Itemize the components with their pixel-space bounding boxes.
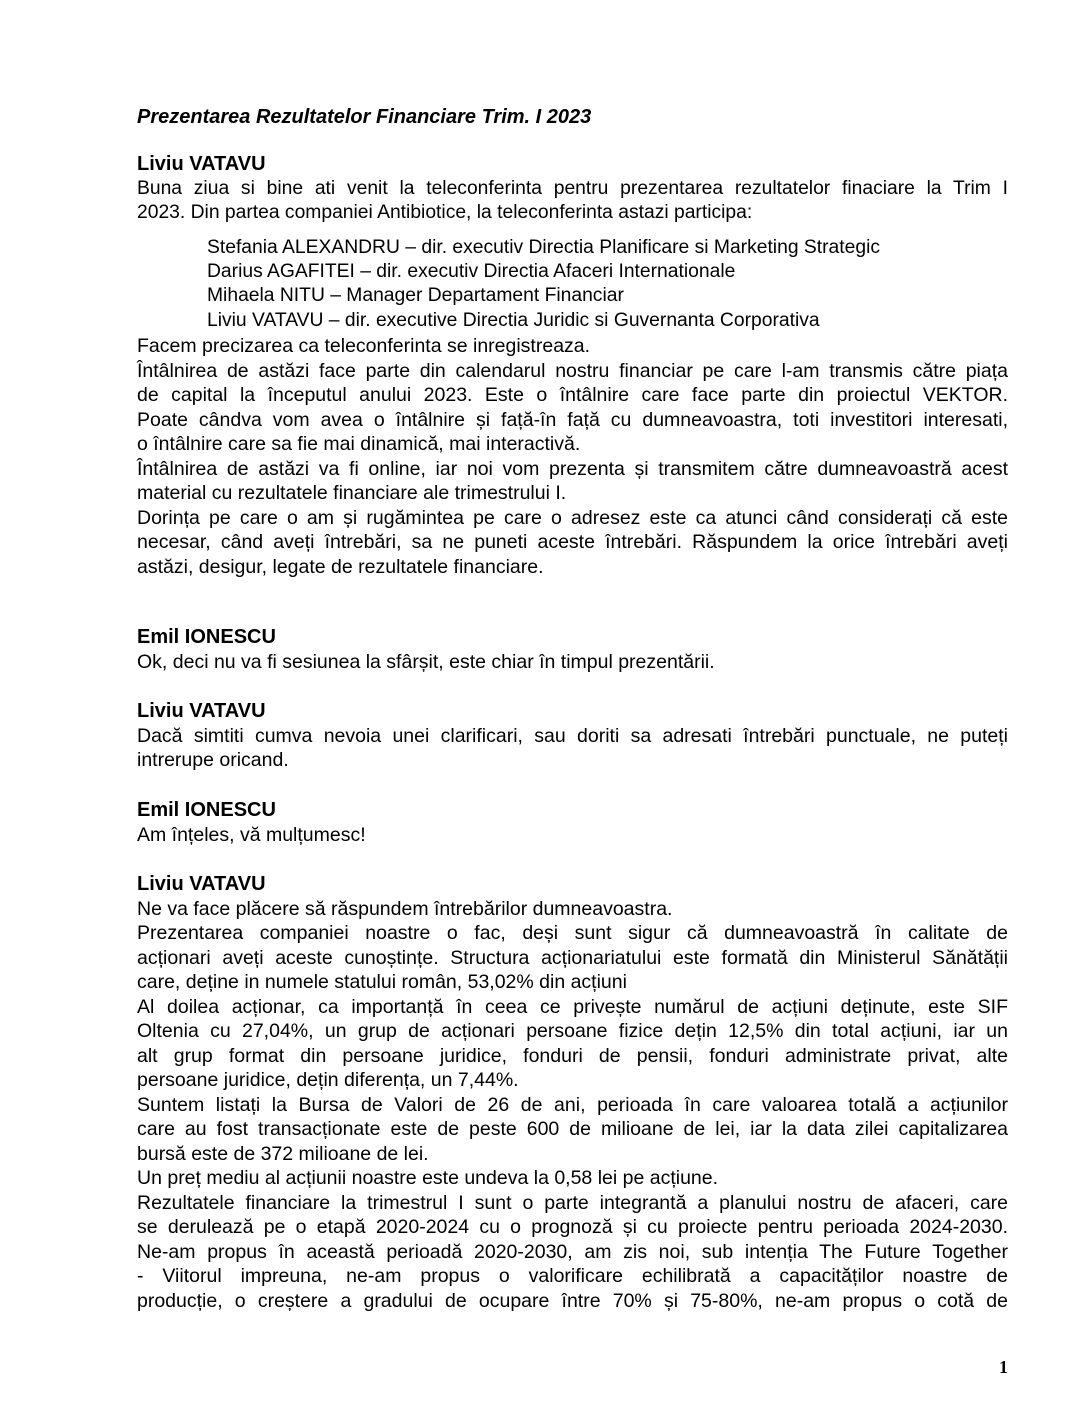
- text-line: Al doilea acționar, ca importanță în ceea ce privește numărul de acțiuni deținute, este SIF: [137, 995, 1008, 1018]
- speaker-name: Liviu VATAVU: [137, 873, 266, 895]
- transcript-section-3: [137, 699, 1008, 773]
- text-line: Buna ziua si bine ati venit la teleconferinta pentru prezentarea rezultatelor finaciare la Trim I: [137, 177, 1008, 199]
- text-line: Am înțeles, vă mulțumesc!: [137, 823, 366, 846]
- text-line: Ne-am propus în această perioadă 2020-2030, am zis noi, sub intenția The Future Together: [137, 1240, 1008, 1263]
- page-number: 1: [999, 1357, 1008, 1377]
- paragraph: [137, 506, 1008, 580]
- text-line: Poate cândva vom avea o întâlnire și față-în față cu dumneavoastra, toti investitori interesati,: [137, 408, 1008, 431]
- text-line: astăzi, desigur, legate de rezultatele financiare.: [137, 555, 544, 578]
- text-line: alt grup format din persoane juridice, fonduri de pensii, fonduri administrate privat, alte: [137, 1044, 1008, 1067]
- paragraph: [137, 1191, 1008, 1314]
- paragraph: [137, 995, 1008, 1093]
- paragraph: [137, 457, 1008, 506]
- text-line: care au fost transacționate este de peste 600 de milioane de lei, iar la data zilei capitalizarea: [137, 1118, 1008, 1140]
- text-line: Întâlnirea de astăzi face parte din calendarul nostru financiar pe care l-am transmis către piața: [137, 359, 1008, 382]
- text-line: de capital la începutul anului 2023. Este o întâlnire care face parte din proiectul VEKTOR.: [137, 384, 1008, 407]
- participant-item: Stefania ALEXANDRU – dir. executiv Directia Planificare si Marketing Strategic: [207, 236, 880, 258]
- text-line: intrerupe oricand.: [137, 749, 289, 771]
- text-line: necesar, când aveți întrebări, sa ne puneti aceste întrebări. Răspundem la orice întrebări aveți: [137, 531, 1008, 554]
- participant-item: Darius AGAFITEI – dir. executiv Directia Afaceri Internationale: [207, 260, 736, 282]
- participant-item: Liviu VATAVU – dir. executive Directia Juridic si Guvernanta Corporativa: [207, 309, 820, 331]
- paragraph: [137, 1166, 1008, 1191]
- text-line: Dorința pe care o am și rugămintea pe care o adresez este ca atunci când considerați că este: [137, 506, 1008, 529]
- text-line: Un preț mediu al acțiunii noastre este undeva la 0,58 lei pe acțiune.: [137, 1167, 719, 1189]
- text-line: Întâlnirea de astăzi va fi online, iar noi vom prezenta și transmitem către dumneavoastră acest: [137, 457, 1008, 480]
- text-line: se derulează pe o etapă 2020-2024 cu o prognoză și cu proiecte pentru perioada 2024-2030.: [137, 1216, 1008, 1238]
- transcript-section-5: [137, 872, 1008, 1313]
- speaker-name: Emil IONESCU: [137, 626, 276, 648]
- text-line: Ne va face plăcere să răspundem întrebărilor dumneavoastra.: [137, 897, 673, 920]
- participants-list: [137, 236, 1008, 334]
- transcript-section-4: [137, 798, 1008, 847]
- paragraph: [137, 359, 1008, 457]
- paragraph: [137, 897, 1008, 922]
- text-line: Dacă simtiti cumva nevoia unei clarificari, sau doriti sa adresati întrebări punctuale, ne puteți: [137, 724, 1008, 747]
- participant-item: Mihaela NITU – Manager Departament Financiar: [207, 285, 624, 307]
- document-title: Prezentarea Rezultatelor Financiare Trim. I 2023: [137, 106, 592, 128]
- transcript-section-2: [137, 625, 1008, 674]
- transcript-section-1: [137, 152, 1008, 579]
- text-line: 2023. Din partea companiei Antibiotice, la teleconferinta astazi participa:: [137, 202, 753, 223]
- text-line: Ok, deci nu va fi sesiunea la sfârșit, este chiar în timpul prezentării.: [137, 650, 715, 673]
- paragraph: [137, 1093, 1008, 1167]
- text-line: Rezultatele financiare la trimestrul I sunt o parte integrantă a planului nostru de afaceri, care: [137, 1191, 1008, 1214]
- text-line: producție, o creștere a gradului de ocupare între 70% și 75-80%, ne-am propus o cotă de: [137, 1289, 1008, 1312]
- text-line: material cu rezultatele financiare ale trimestrului I.: [137, 482, 567, 505]
- text-line: acționari aveți aceste cunoștințe. Structura acționariatului este formată din Ministerul Sănătății: [137, 946, 1008, 969]
- text-line: Prezentarea companiei noastre o fac, deși sunt sigur că dumneavoastră în calitate de: [137, 922, 1008, 944]
- speaker-name: Liviu VATAVU: [137, 700, 266, 722]
- paragraph: [137, 921, 1008, 995]
- text-line: - Viitorul impreuna, ne-am propus o valorificare echilibrată a capacităților noastre de: [137, 1265, 1008, 1287]
- paragraph: [137, 334, 1008, 359]
- text-line: Suntem listați la Bursa de Valori de 26 de ani, perioada în care valoarea totală a acțiunilor: [137, 1093, 1008, 1116]
- text-line: o întâlnire care sa fie mai dinamică, mai interactivă.: [137, 433, 581, 456]
- text-line: persoane juridice, dețin diferența, un 7,44%.: [137, 1069, 519, 1091]
- speaker-name: Liviu VATAVU: [137, 153, 266, 175]
- intro-paragraph: [137, 177, 1008, 226]
- text-line: Oltenia cu 27,04%, un grup de acționari persoane fizice dețin 12,5% din total acțiuni, iar un: [137, 1020, 1008, 1042]
- text-line: bursă este de 372 milioane de lei.: [137, 1142, 429, 1165]
- text-line: Facem precizarea ca teleconferinta se inregistreaza.: [137, 335, 591, 358]
- speaker-name: Emil IONESCU: [137, 799, 276, 821]
- text-line: care, deține in numele statului român, 53,02% din acțiuni: [137, 971, 627, 993]
